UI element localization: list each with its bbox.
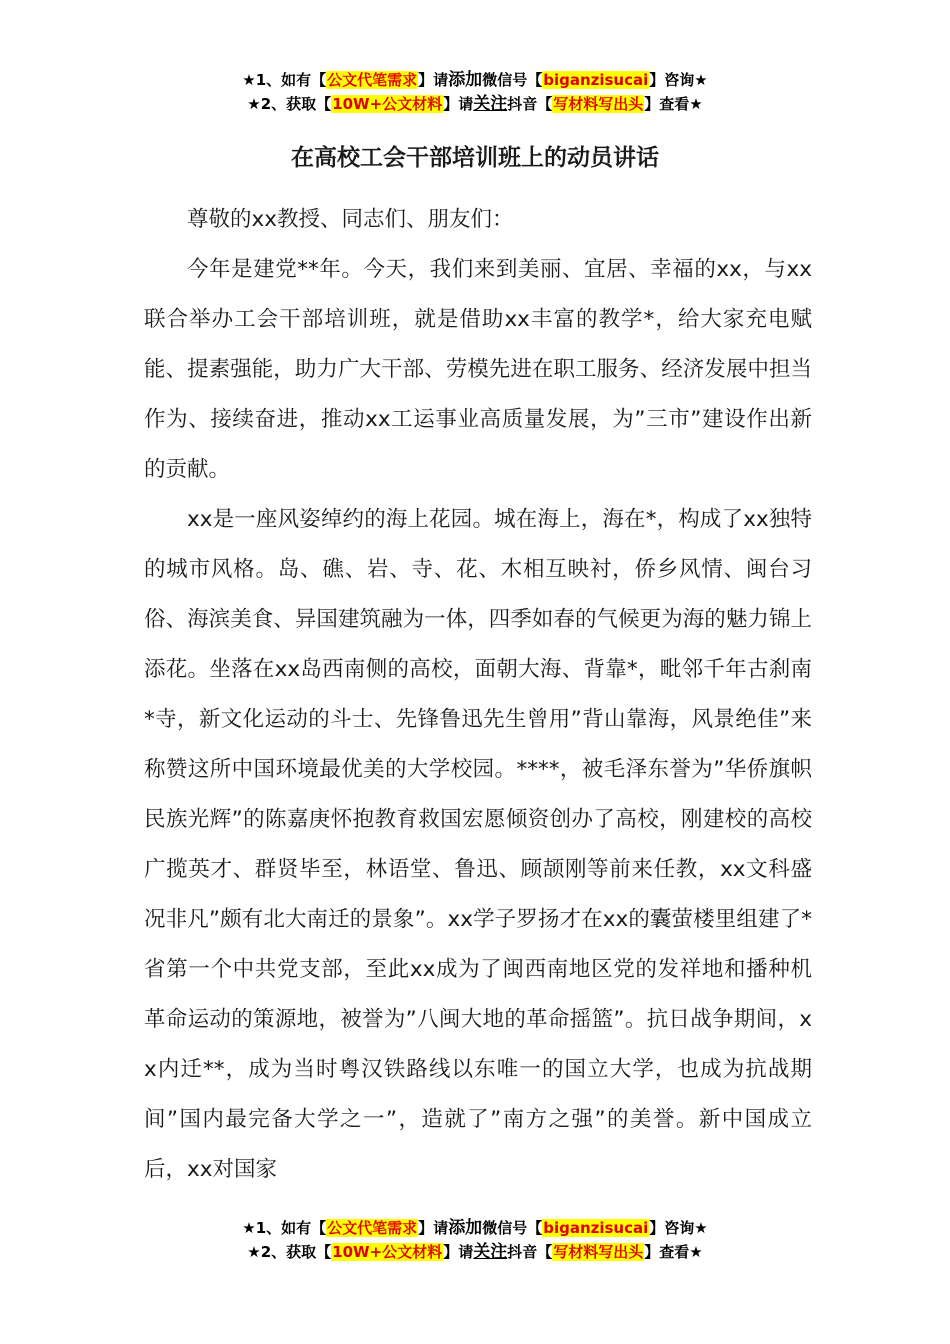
salutation-paragraph: 尊敬的xx教授、同志们、朋友们：: [187, 207, 514, 232]
footer-promo-banner: [0, 1216, 950, 1264]
promo-emphasis: 关注: [473, 1242, 508, 1262]
promo-line-2: [0, 1240, 950, 1264]
document-title: 在高校工会干部培训班上的动员讲话: [291, 145, 659, 171]
promo-text: 】查看★: [644, 1243, 703, 1261]
promo-highlight: 公文代笔需求: [327, 1219, 418, 1237]
promo-emphasis: 添加: [448, 70, 483, 90]
promo-highlight: 10W+公文材料: [332, 95, 443, 113]
promo-douyin-account: 写材料写出头: [553, 1243, 644, 1261]
promo-text: 】咨询★: [649, 71, 708, 89]
promo-wechat-id: biganzisucai: [543, 71, 649, 89]
promo-highlight: 10W+公文材料: [332, 1243, 443, 1261]
promo-text: ★2、获取【: [247, 1243, 332, 1261]
promo-text: 】请: [418, 71, 449, 89]
header-promo-banner: [0, 68, 950, 116]
promo-highlight: 公文代笔需求: [327, 71, 418, 89]
promo-text: ★2、获取【: [247, 95, 332, 113]
promo-text: 】请: [443, 95, 474, 113]
promo-text: 】请: [418, 1219, 449, 1237]
promo-emphasis: 关注: [473, 94, 508, 114]
promo-wechat-id: biganzisucai: [543, 1219, 649, 1237]
promo-douyin-account: 写材料写出头: [553, 95, 644, 113]
promo-text: 】查看★: [644, 95, 703, 113]
document-body: [144, 195, 812, 1195]
body-paragraph: 今年是建党**年。今天，我们来到美丽、宜居、幸福的xx，与xx联合举办工会干部培训班，就是借助xx丰富的教学*，给大家充电赋能、提素强能，助力广大干部、劳模先进在职工服务、经济发展中担当作为、接续奋进，推动xx工运事业高质量发展，为”三市”建设作出新的贡献。: [144, 257, 812, 482]
promo-text: 】咨询★: [649, 1219, 708, 1237]
body-paragraph: xx是一座风姿绰约的海上花园。城在海上，海在*，构成了xx独特的城市风格。岛、礁、岩、寺、花、木相互映衬，侨乡风情、闽台习俗、海滨美食、异国建筑融为一体，四季如春的气候更为海的魅力锦上添花。坐落在xx岛西南侧的高校，面朝大海、背靠*，毗邻千年古刹南*寺，新文化运动的斗士、先锋鲁迅先生曾用”背山靠海，风景绝佳”来称赞这所中国环境最优美的大学校园。****，被毛泽东誉为”华侨旗帜民族光辉”的陈嘉庚怀抱教育救国宏愿倾资创办了高校，刚建校的高校广揽英才、群贤毕至，林语堂、鲁迅、顾颉刚等前来任教，xx文科盛况非凡”颇有北大南迁的景象”。xx学子罗扬才在xx的囊萤楼里组建了*省第一个中共党支部，至此xx成为了闽西南地区党的发祥地和播种机革命运动的策源地，被誉为”八闽大地的革命摇篮”。抗日战争期间，xx内迁**，成为当时粤汉铁路线以东唯一的国立大学，也成为抗战期间”国内最完备大学之一”，造就了”南方之强”的美誉。新中国成立后，xx对国家: [144, 507, 812, 1182]
promo-line-2: [0, 92, 950, 116]
promo-text: ★1、如有【: [242, 1219, 327, 1237]
promo-text: 微信号【: [482, 71, 543, 89]
promo-text: 微信号【: [482, 1219, 543, 1237]
promo-emphasis: 添加: [448, 1218, 483, 1238]
promo-text: ★1、如有【: [242, 71, 327, 89]
promo-text: 抖音【: [507, 95, 553, 113]
promo-line-1: [0, 68, 950, 92]
promo-text: 抖音【: [507, 1243, 553, 1261]
promo-line-1: [0, 1216, 950, 1240]
promo-text: 】请: [443, 1243, 474, 1261]
